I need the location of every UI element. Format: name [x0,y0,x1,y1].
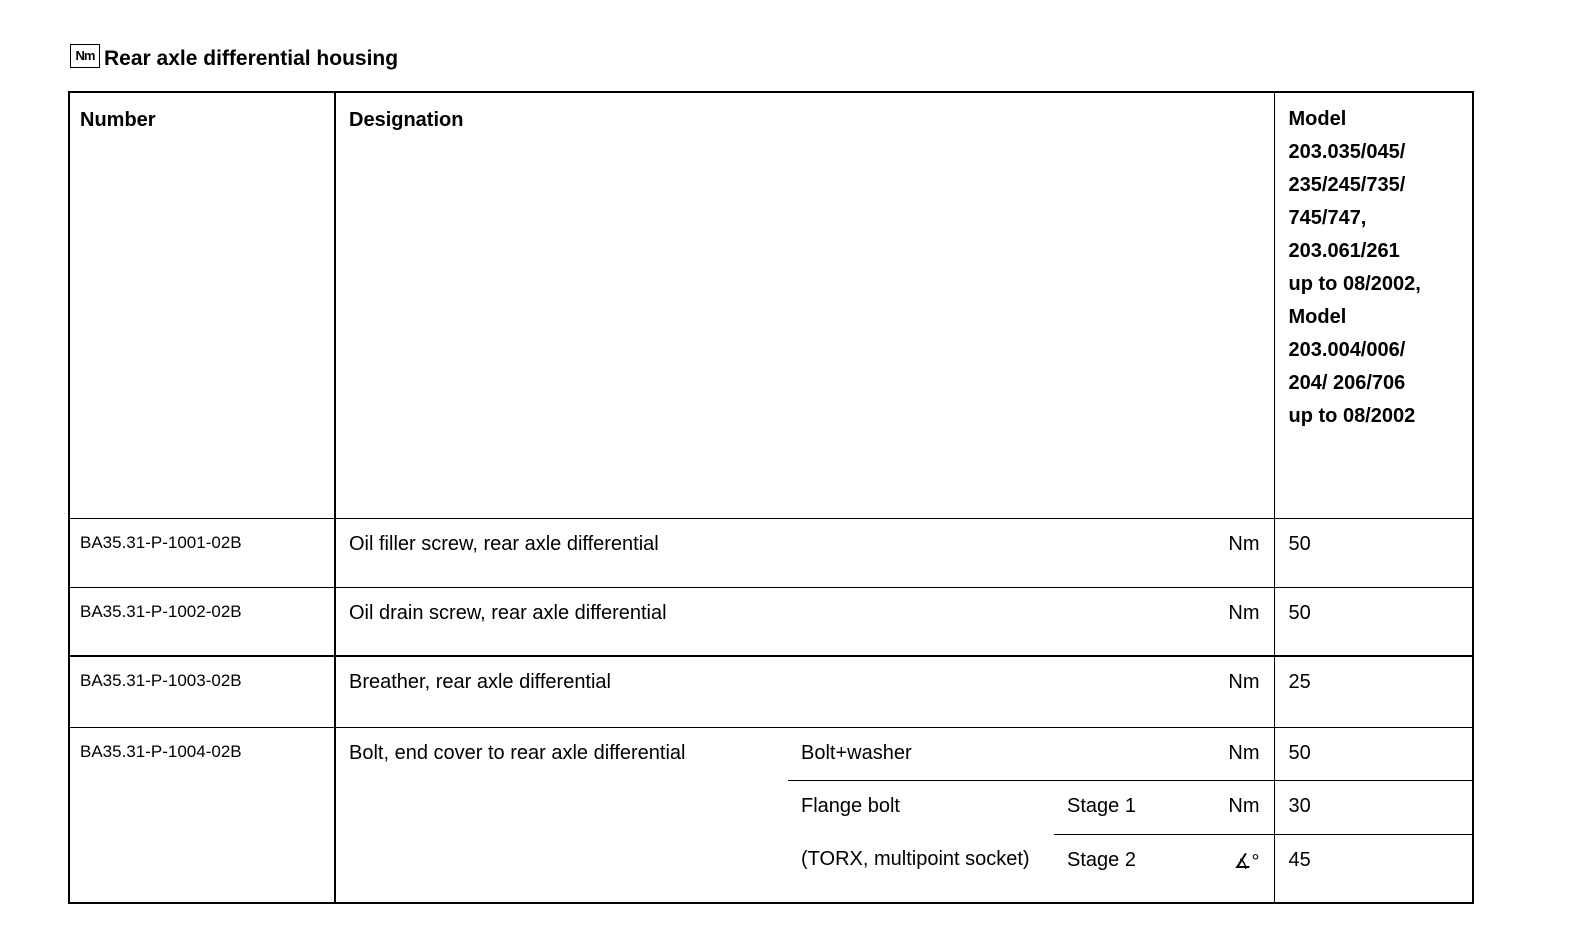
row-unit: Nm [1192,518,1274,587]
model-line: 745/747, [1288,207,1367,229]
row-value: 25 [1274,656,1473,727]
sub-row-unit: Nm [1192,780,1274,834]
model-line: Model [1288,306,1347,328]
row-unit: Nm [1192,656,1274,727]
sub-row-stage: Stage 2 [1054,834,1192,903]
model-line: 235/245/735/ [1288,174,1406,196]
row-designation: Oil filler screw, rear axle differential [335,518,1192,587]
row-designation: Breather, rear axle differential [335,656,1192,727]
rotation-angle-icon: ∡° [1192,834,1274,903]
table-row [69,656,1473,727]
sub-row-value: 30 [1274,780,1473,834]
table-row [69,587,1473,656]
torque-table [68,91,1474,904]
model-line: 203.004/006/ [1288,339,1406,361]
model-line: 204/ 206/706 [1288,372,1406,394]
row-number: BA35.31-P-1004-02B [69,727,335,903]
sub-row-part: Bolt+washer [788,727,1192,780]
model-line: Model [1288,108,1347,130]
row-designation: Bolt, end cover to rear axle differential [335,727,788,903]
sub-row-value: 45 [1274,834,1473,903]
sub-row-unit: Nm [1192,727,1274,780]
row-number: BA35.31-P-1002-02B [69,587,335,656]
torque-nm-icon: Nm [70,44,100,68]
row-number: BA35.31-P-1003-02B [69,656,335,727]
row-value: 50 [1274,587,1473,656]
sub-row-part: Flange bolt [788,780,1054,834]
column-header-designation: Designation [335,92,1274,518]
sub-row-part: (TORX, multipoint socket) [788,834,1054,903]
model-line: up to 08/2002 [1288,405,1416,427]
table-row [69,727,1473,780]
column-header-model [1274,92,1473,518]
document-title: Rear axle differential housing [104,47,399,70]
model-line: 203.061/261 [1288,240,1400,262]
sub-row-value: 50 [1274,727,1473,780]
table-row [69,518,1473,587]
column-header-number: Number [69,92,335,518]
model-line: up to 08/2002, [1288,273,1421,295]
document-header [70,44,398,74]
table-header-row [69,92,1473,518]
row-designation: Oil drain screw, rear axle differential [335,587,1192,656]
row-value: 50 [1274,518,1473,587]
row-unit: Nm [1192,587,1274,656]
sub-row-stage: Stage 1 [1054,780,1192,834]
model-line: 203.035/045/ [1288,141,1406,163]
row-number: BA35.31-P-1001-02B [69,518,335,587]
